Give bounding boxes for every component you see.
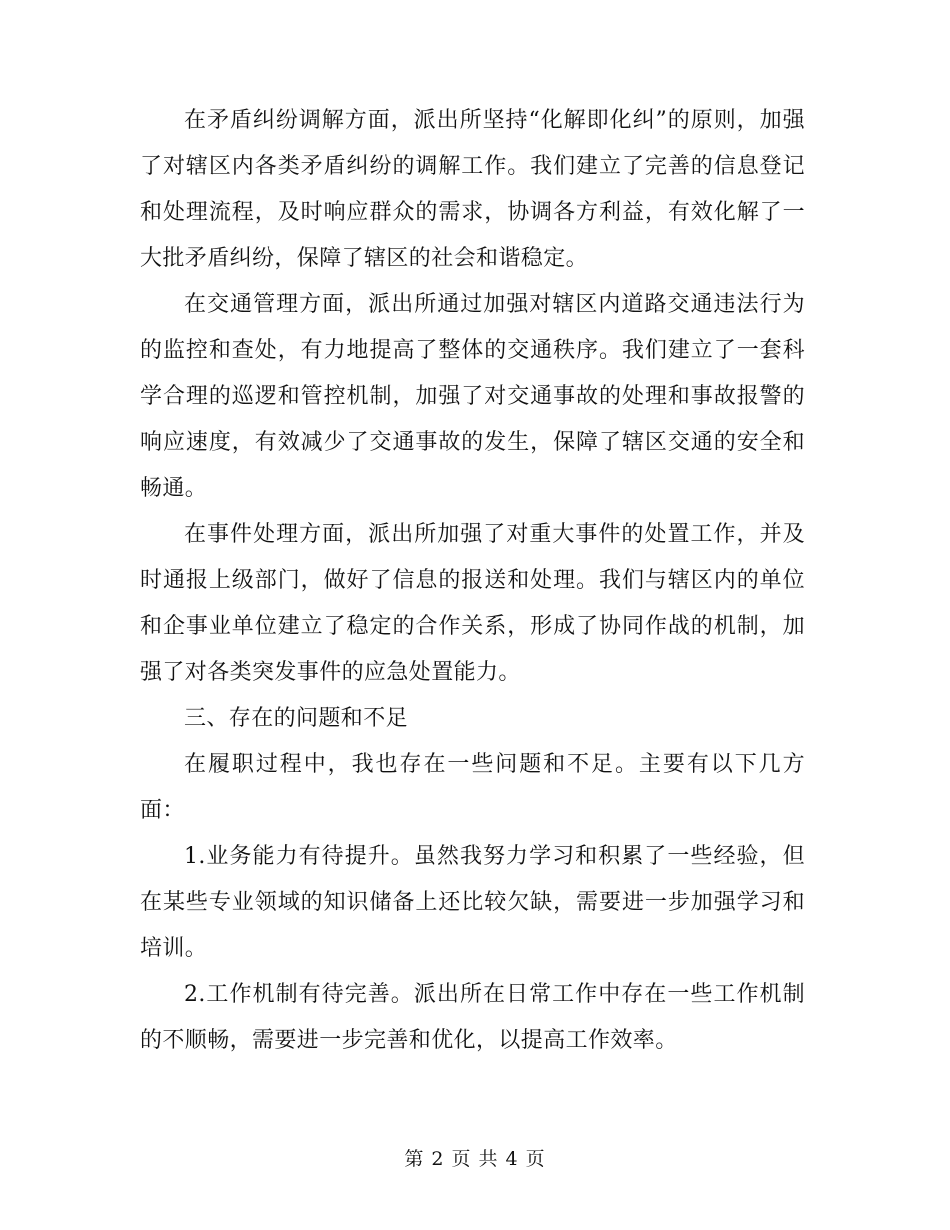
paragraph-dispute-mediation: 在矛盾纠纷调解方面，派出所坚持“化解即化纠”的原则，加强了对辖区内各类矛盾纠纷的调解工作。我们建立了完善的信息登记和处理流程，及时响应群众的需求，协调各方利益，有效化解了一大批矛盾纠纷，保障了辖区的社会和谐稳定。 xyxy=(140,108,805,271)
list-item-work-mechanism: 2.工作机制有待完善。派出所在日常工作中存在一些工作机制的不顺畅，需要进一步完善和优化，以提高工作效率。 xyxy=(140,982,805,1053)
paragraph-problems-intro: 在履职过程中，我也存在一些问题和不足。主要有以下几方面： xyxy=(140,752,805,823)
list-item-business-ability: 1.业务能力有待提升。虽然我努力学习和积累了一些经验，但在某些专业领域的知识储备上还比较欠缺，需要进一步加强学习和培训。 xyxy=(140,844,805,961)
section-heading-problems: 三、存在的问题和不足 xyxy=(184,706,409,731)
paragraph-incident-handling: 在事件处理方面，派出所加强了对重大事件的处置工作，并及时通报上级部门，做好了信息的报送和处理。我们与辖区内的单位和企事业单位建立了稳定的合作关系，形成了协同作战的机制，加强了对各类突发事件的应急处置能力。 xyxy=(140,522,805,685)
document-body xyxy=(140,98,805,1064)
page-number-footer: 第 2 页 共 4 页 xyxy=(404,1148,546,1170)
paragraph-traffic-management: 在交通管理方面，派出所通过加强对辖区内道路交通违法行为的监控和查处，有力地提高了整体的交通秩序。我们建立了一套科学合理的巡逻和管控机制，加强了对交通事故的处理和事故报警的响应速度，有效减少了交通事故的发生，保障了辖区交通的安全和畅通。 xyxy=(140,292,805,501)
